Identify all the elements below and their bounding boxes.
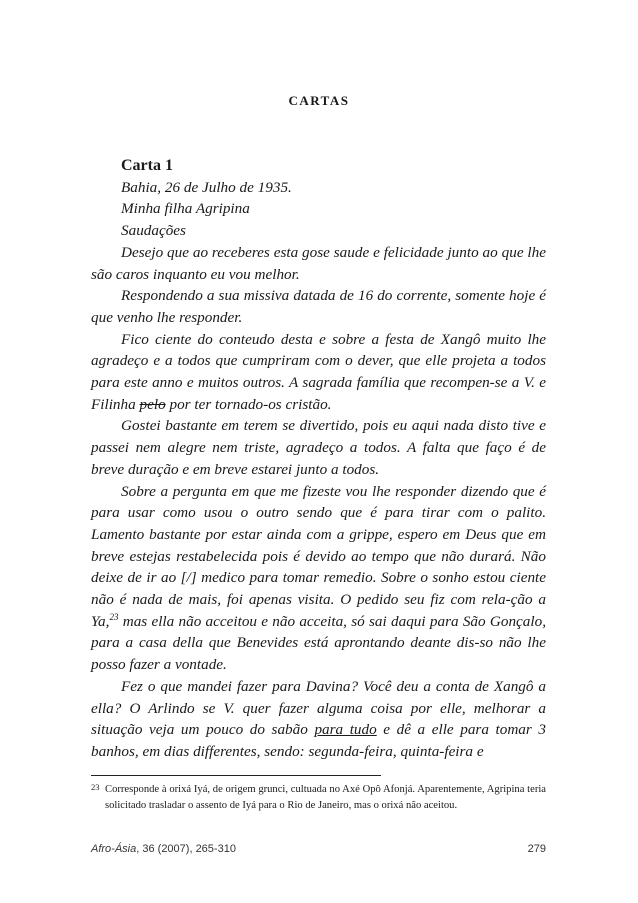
footnote-text: Corresponde à orixá Iyá, de origem grunci, cultuada no Axé Opô Afonjá. Aparentemente, Agripina teria solicitado trasladar o assento de Iyá para o Rio de Janeiro, mas o orixá não aceitou. bbox=[105, 784, 546, 811]
page-footer bbox=[91, 843, 546, 855]
paragraph-5-text-a: Sobre a pergunta em que me fizeste vou lhe responder dizendo que é para usar como usou o outro sendo que é para tirar com o palito. Lamento bastante por estar ainda com a grippe, espero em Deus que em breve estejas restabelecida pois é devido ao tempo que não durará. Não deixe de ir ao [/] medico para tomar remedio. Sobre o sonho estou ciente não é nada de mais, foi apenas visita. O pedido seu fiz com rela-ção a Ya, bbox=[91, 482, 546, 630]
underlined-phrase: para tudo bbox=[314, 721, 377, 739]
paragraph-2: Respondendo a sua missiva datada de 16 do corrente, somente hoje é que venho lhe responder. bbox=[91, 287, 546, 326]
letter-title: Carta 1 bbox=[121, 157, 173, 174]
footnote bbox=[91, 780, 546, 813]
paragraph-5 bbox=[91, 481, 546, 676]
letter-place-date: Bahia, 26 de Julho de 1935. bbox=[121, 178, 292, 196]
paragraph-5-text-b: mas ella não acceitou e não acceita, só sai daqui para São Gonçalo, para a casa della que Benevides está aprontando deante dis-so não lhe posso fazer a vontade. bbox=[91, 612, 546, 674]
paragraph-3-text-b: por ter tornado-os cristão. bbox=[165, 395, 332, 413]
paragraph-6-text-b: e dê a elle para tomar 3 banhos, em dias differentes, sendo: segunda-feira, quinta-feira e bbox=[91, 721, 546, 760]
paragraph-3-text-a: Fico ciente do conteudo desta e sobre a festa de Xangô muito lhe agradeço e a todos que cumpriram com o dever, que elle projeta a todos para este anno e muitos outros. A sagrada família que recompen-se a V. e Filinha bbox=[91, 330, 546, 413]
page-number: 279 bbox=[527, 843, 546, 855]
paragraph-3 bbox=[91, 329, 546, 416]
letter-body bbox=[91, 155, 546, 763]
paragraph-1: Desejo que ao receberes esta gose saude e felicidade junto ao que lhe são caros inquanto eu vou melhor. bbox=[91, 243, 546, 283]
journal-name: Afro-Ásia bbox=[91, 843, 137, 855]
paragraph-6-text-a: Fez o que mandei fazer para Davina? Você deu a conta de Xangô a ella? O Arlindo se V. quer fazer alguma coisa por elle, melhorar a situação veja um pouco do sabão bbox=[91, 677, 546, 739]
footnote-number: 23 bbox=[91, 782, 100, 792]
paragraph-6 bbox=[91, 676, 546, 763]
letter-greeting: Saudações bbox=[121, 222, 186, 240]
journal-citation: , 36 (2007), 265-310 bbox=[136, 843, 236, 855]
letter-salutation: Minha filha Agripina bbox=[121, 200, 250, 218]
footnote-reference: 23 bbox=[109, 611, 119, 622]
section-heading: CARTAS bbox=[288, 93, 350, 108]
footnote-divider bbox=[91, 775, 381, 776]
struck-word: pelo bbox=[139, 395, 166, 413]
paragraph-4: Gostei bastante em terem se divertido, pois eu aqui nada disto tive e passei nem alegre nem triste, agradeço a todos. A falta que faço é de breve duração e em breve estarei junto a todos. bbox=[91, 417, 546, 478]
